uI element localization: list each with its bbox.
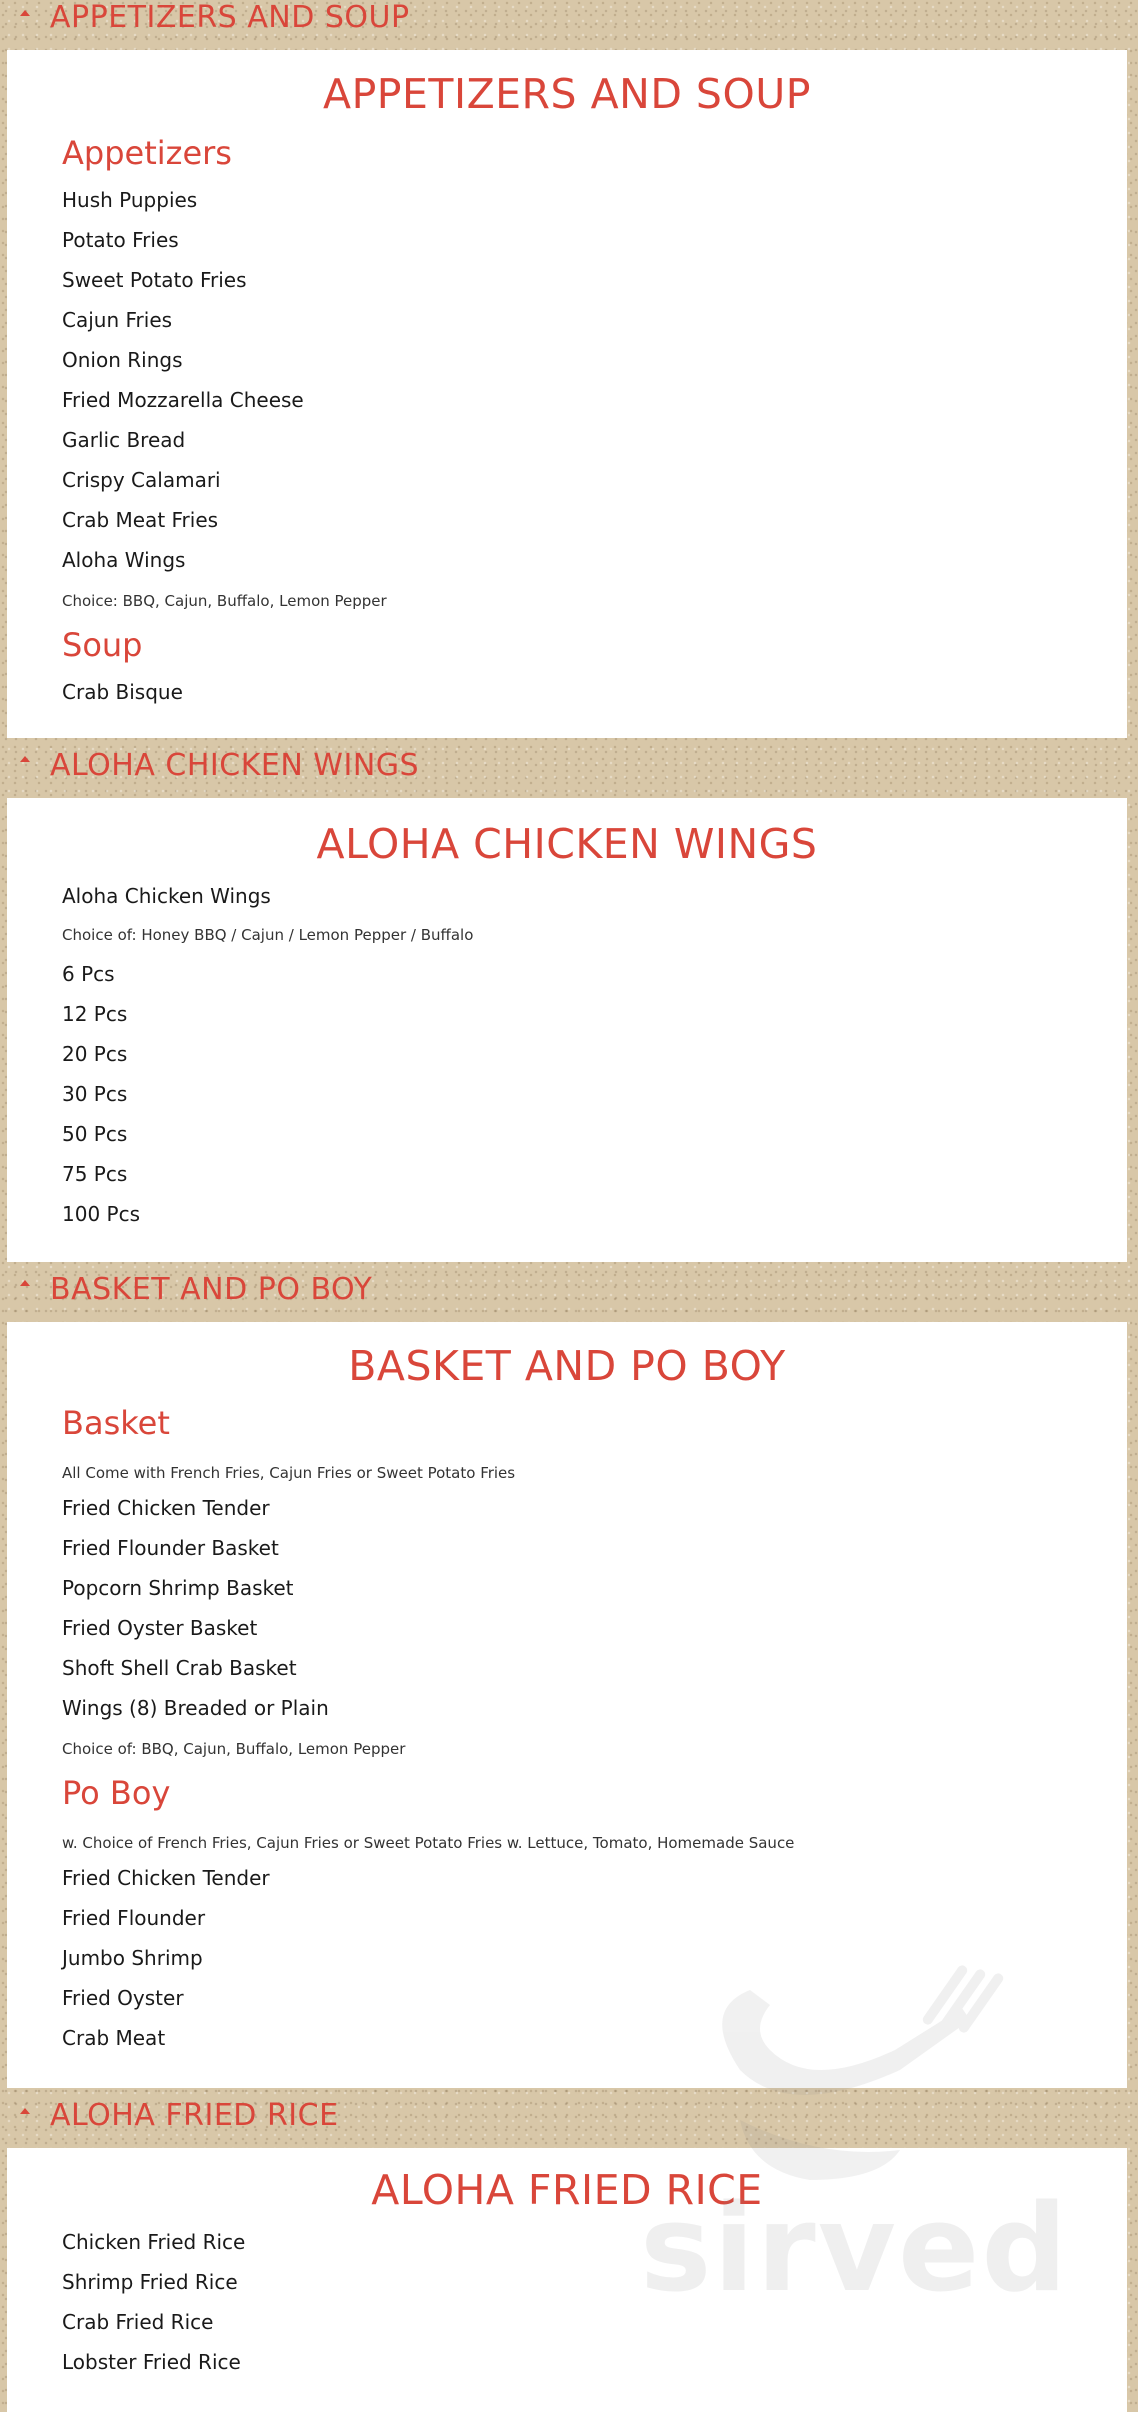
subsection-title: Appetizers xyxy=(62,134,232,172)
section-header-title[interactable]: BASKET AND PO BOY xyxy=(50,1272,373,1307)
section-header-title[interactable]: APPETIZERS AND SOUP xyxy=(50,0,410,35)
card-title: APPETIZERS AND SOUP xyxy=(323,70,811,118)
menu-item: Crab Bisque xyxy=(62,680,183,704)
menu-item: Fried Mozzarella Cheese xyxy=(62,388,304,412)
menu-item: Fried Oyster xyxy=(62,1986,184,2010)
menu-item: 12 Pcs xyxy=(62,1002,128,1026)
section-header-title[interactable]: ALOHA CHICKEN WINGS xyxy=(50,748,420,783)
menu-item: Fried Oyster Basket xyxy=(62,1616,258,1640)
menu-item: Popcorn Shrimp Basket xyxy=(62,1576,294,1600)
menu-card-basket xyxy=(7,1322,1127,2088)
card-title: ALOHA FRIED RICE xyxy=(371,2166,763,2214)
menu-item: Garlic Bread xyxy=(62,428,186,452)
menu-item: Potato Fries xyxy=(62,228,179,252)
menu-item: Crispy Calamari xyxy=(62,468,221,492)
chevron-up-icon[interactable] xyxy=(20,2108,30,2114)
menu-item: 6 Pcs xyxy=(62,962,115,986)
menu-item: Lobster Fried Rice xyxy=(62,2350,241,2374)
menu-item: Wings (8) Breaded or Plain xyxy=(62,1696,329,1720)
section-header-wings[interactable] xyxy=(0,738,1138,798)
section-header-rice[interactable] xyxy=(0,2088,1138,2148)
section-header-basket[interactable] xyxy=(0,1262,1138,1322)
menu-item: 50 Pcs xyxy=(62,1122,128,1146)
menu-item: Shrimp Fried Rice xyxy=(62,2270,238,2294)
menu-item: Shoft Shell Crab Basket xyxy=(62,1656,297,1680)
section-header-appetizers[interactable] xyxy=(0,0,1138,50)
item-note: w. Choice of French Fries, Cajun Fries or Sweet Potato Fries w. Lettuce, Tomato, Homemade Sauce xyxy=(62,1834,795,1852)
menu-item: Crab Meat xyxy=(62,2026,166,2050)
chevron-up-icon[interactable] xyxy=(20,1280,30,1286)
item-note: All Come with French Fries, Cajun Fries or Sweet Potato Fries xyxy=(62,1464,516,1482)
menu-item: Chicken Fried Rice xyxy=(62,2230,246,2254)
item-note: Choice: BBQ, Cajun, Buffalo, Lemon Pepper xyxy=(62,592,387,610)
menu-card-wings xyxy=(7,798,1127,1262)
section-header-title[interactable]: ALOHA FRIED RICE xyxy=(50,2098,339,2133)
menu-item: 75 Pcs xyxy=(62,1162,128,1186)
menu-item: Fried Flounder Basket xyxy=(62,1536,279,1560)
menu-item: Hush Puppies xyxy=(62,188,198,212)
item-note: Choice of: Honey BBQ / Cajun / Lemon Pepper / Buffalo xyxy=(62,926,474,944)
subsection-title: Basket xyxy=(62,1404,170,1442)
menu-item: 100 Pcs xyxy=(62,1202,141,1226)
menu-item: Fried Flounder xyxy=(62,1906,206,1930)
menu-item: Onion Rings xyxy=(62,348,183,372)
menu-item: Aloha Wings xyxy=(62,548,186,572)
chevron-up-icon[interactable] xyxy=(20,756,30,762)
subsection-title: Soup xyxy=(62,626,143,664)
item-note: Choice of: BBQ, Cajun, Buffalo, Lemon Pepper xyxy=(62,1740,406,1758)
menu-card-appetizers xyxy=(7,50,1127,738)
card-title: ALOHA CHICKEN WINGS xyxy=(316,820,818,868)
menu-item: 20 Pcs xyxy=(62,1042,128,1066)
menu-item: Crab Fried Rice xyxy=(62,2310,214,2334)
menu-item: Aloha Chicken Wings xyxy=(62,884,271,908)
menu-item: Jumbo Shrimp xyxy=(62,1946,203,1970)
menu-item: Sweet Potato Fries xyxy=(62,268,247,292)
menu-item: Fried Chicken Tender xyxy=(62,1866,270,1890)
subsection-title: Po Boy xyxy=(62,1774,171,1812)
chevron-up-icon[interactable] xyxy=(20,10,30,16)
card-title: BASKET AND PO BOY xyxy=(348,1342,786,1390)
menu-item: Cajun Fries xyxy=(62,308,173,332)
menu-item: 30 Pcs xyxy=(62,1082,128,1106)
menu-card-rice xyxy=(7,2148,1127,2412)
menu-item: Fried Chicken Tender xyxy=(62,1496,270,1520)
menu-item: Crab Meat Fries xyxy=(62,508,219,532)
